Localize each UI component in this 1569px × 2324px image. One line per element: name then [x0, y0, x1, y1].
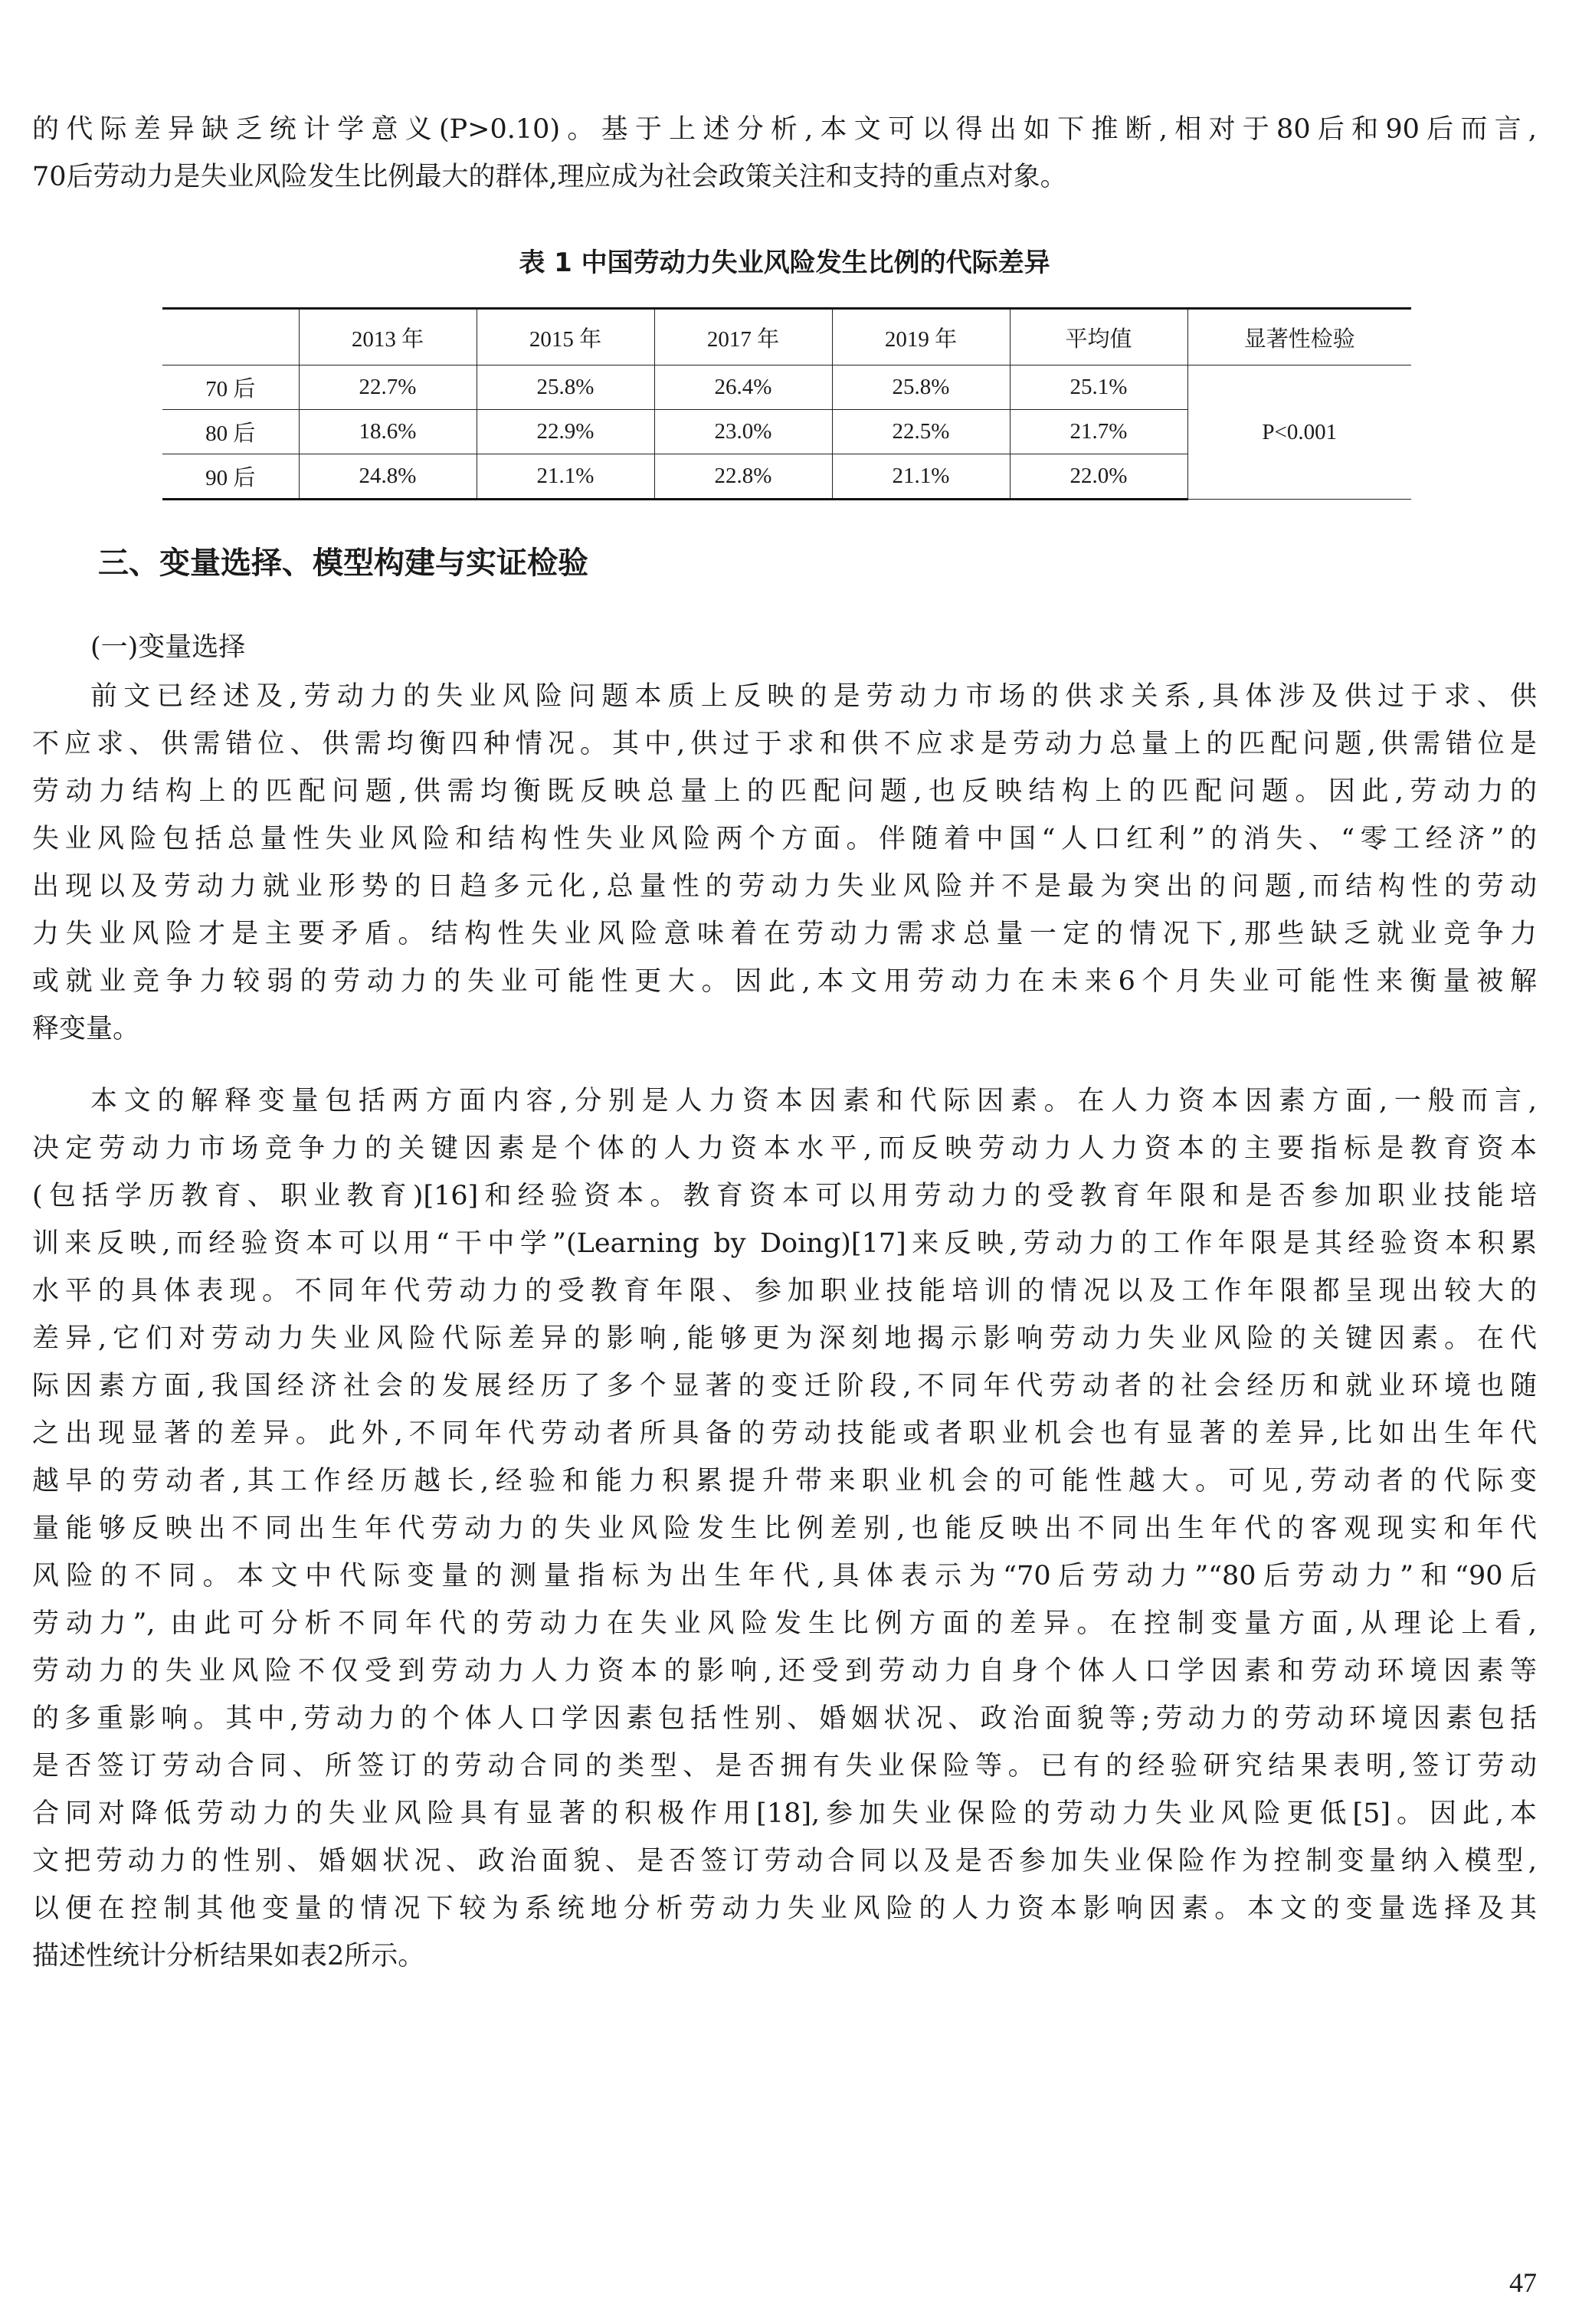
text-line: 或就业竞争力较弱的劳动力的失业可能性更大。因此,本文用劳动力在未来6个月失业可能性来衡量被解: [32, 966, 1537, 997]
text-line: 差异,它们对劳动力失业风险代际差异的影响,能够更为深刻地揭示影响劳动力失业风险的关键因素。在代: [32, 1323, 1537, 1354]
paragraph-1: [32, 673, 1537, 1053]
table-header: 2019 年: [832, 309, 1010, 365]
table-header: [162, 309, 299, 365]
paragraph-2: [32, 1077, 1537, 1980]
text-line: 是否签订劳动合同、所签订的劳动合同的类型、是否拥有失业保险等。已有的经验研究结果表明,签订劳动: [32, 1751, 1537, 1782]
table-header: 2015 年: [477, 309, 654, 365]
text-line: 劳动力结构上的匹配问题,供需均衡既反映总量上的匹配问题,也反映结构上的匹配问题。因此,劳动力的: [32, 776, 1537, 807]
text-line: 不应求、供需错位、供需均衡四种情况。其中,供过于求和供不应求是劳动力总量上的匹配问题,供需错位是: [32, 729, 1537, 759]
table-cell: 25.8%: [477, 365, 654, 410]
section-heading: 三、变量选择、模型构建与实证检验: [98, 546, 588, 581]
table-header-row: [162, 309, 1411, 365]
text-line: 本文的解释变量包括两方面内容,分别是人力资本因素和代际因素。在人力资本因素方面,一般而言,: [90, 1086, 1537, 1116]
table-cell: 22.5%: [832, 410, 1010, 454]
table-cell: 22.8%: [654, 454, 832, 500]
text-line: 越早的劳动者,其工作经历越长,经验和能力积累提升带来职业机会的可能性越大。可见,劳动者的代际变: [32, 1466, 1537, 1496]
text-line: 的多重影响。其中,劳动力的个体人口学因素包括性别、婚姻状况、政治面貌等;劳动力的劳动环境因素包括: [32, 1703, 1537, 1734]
text-line: 合同对降低劳动力的失业风险具有显著的积极作用[18],参加失业保险的劳动力失业风险更低[5]。因此,本: [32, 1798, 1537, 1829]
text-line: 描述性统计分析结果如表2所示。: [32, 1941, 425, 1972]
text-line: (包括学历教育、职业教育)[16]和经验资本。教育资本可以用劳动力的受教育年限和是否参加职业技能培: [32, 1181, 1537, 1211]
text-line: 的代际差异缺乏统计学意义(P>0.10)。基于上述分析,本文可以得出如下推断,相对于80后和90后而言,: [32, 114, 1537, 145]
page-number: 47: [1509, 2267, 1537, 2298]
sub-heading: (一)变量选择: [90, 632, 246, 663]
table-cell: 25.1%: [1010, 365, 1187, 410]
text-line: 前文已经述及,劳动力的失业风险问题本质上反映的是劳动力市场的供求关系,具体涉及供过于求、供: [90, 681, 1537, 712]
table-cell: 25.8%: [832, 365, 1010, 410]
table-cell: 18.6%: [299, 410, 477, 454]
text-line: 量能够反映出不同出生年代劳动力的失业风险发生比例差别,也能反映出不同出生年代的客观现实和年代: [32, 1513, 1537, 1544]
row-label: 70 后: [162, 365, 299, 410]
table-title: 表 1 中国劳动力失业风险发生比例的代际差异: [519, 247, 1050, 278]
row-label: 90 后: [162, 454, 299, 500]
table-cell: 22.0%: [1010, 454, 1187, 500]
row-label: 80 后: [162, 410, 299, 454]
table-header: 显著性检验: [1187, 309, 1411, 365]
text-line: 劳动力的失业风险不仅受到劳动力人力资本的影响,还受到劳动力自身个体人口学因素和劳动环境因素等: [32, 1656, 1537, 1686]
text-line: 际因素方面,我国经济社会的发展经历了多个显著的变迁阶段,不同年代劳动者的社会经历和就业环境也随: [32, 1371, 1537, 1401]
table-header: 2013 年: [299, 309, 477, 365]
text-line: 释变量。: [32, 1014, 140, 1044]
text-line: 文把劳动力的性别、婚姻状况、政治面貌、是否签订劳动合同以及是否参加失业保险作为控制变量纳入模型,: [32, 1846, 1537, 1877]
text-line: 水平的具体表现。不同年代劳动力的受教育年限、参加职业技能培训的情况以及工作年限都呈现出较大的: [32, 1276, 1537, 1306]
text-line: 失业风险包括总量性失业风险和结构性失业风险两个方面。伴随着中国“人口红利”的消失、“零工经济”的: [32, 824, 1537, 854]
table-cell: 21.7%: [1010, 410, 1187, 454]
text-line: 风险的不同。本文中代际变量的测量指标为出生年代,具体表示为“70后劳动力”“80后劳动力”和“90后: [32, 1561, 1537, 1591]
table-cell: 21.1%: [477, 454, 654, 500]
table-cell: 22.7%: [299, 365, 477, 410]
table-header: 平均值: [1010, 309, 1187, 365]
text-line: 训来反映,而经验资本可以用“干中学”(Learning by Doing)[17]来反映,劳动力的工作年限是其经验资本积累: [32, 1228, 1537, 1259]
text-line: 出现以及劳动力就业形势的日趋多元化,总量性的劳动力失业风险并不是最为突出的问题,而结构性的劳动: [32, 871, 1537, 902]
significance-cell: P<0.001: [1187, 365, 1411, 500]
top-paragraph: [32, 106, 1537, 201]
text-line: 70后劳动力是失业风险发生比例最大的群体,理应成为社会政策关注和支持的重点对象。: [32, 162, 1067, 192]
text-line: 力失业风险才是主要矛盾。结构性失业风险意味着在劳动力需求总量一定的情况下,那些缺乏就业竞争力: [32, 919, 1537, 949]
text-line: 之出现显著的差异。此外,不同年代劳动者所具备的劳动技能或者职业机会也有显著的差异,比如出生年代: [32, 1418, 1537, 1449]
table-cell: 23.0%: [654, 410, 832, 454]
table-cell: 26.4%: [654, 365, 832, 410]
table-row: [162, 365, 1411, 410]
table-cell: 21.1%: [832, 454, 1010, 500]
table-cell: 22.9%: [477, 410, 654, 454]
text-line: 决定劳动力市场竞争力的关键因素是个体的人力资本水平,而反映劳动力人力资本的主要指标是教育资本: [32, 1133, 1537, 1164]
data-table: [162, 307, 1411, 500]
table-header: 2017 年: [654, 309, 832, 365]
table-cell: 24.8%: [299, 454, 477, 500]
text-line: 劳动力”, 由此可分析不同年代的劳动力在失业风险发生比例方面的差异。在控制变量方面,从理论上看,: [32, 1608, 1537, 1639]
text-line: 以便在控制其他变量的情况下较为系统地分析劳动力失业风险的人力资本影响因素。本文的变量选择及其: [32, 1893, 1537, 1924]
